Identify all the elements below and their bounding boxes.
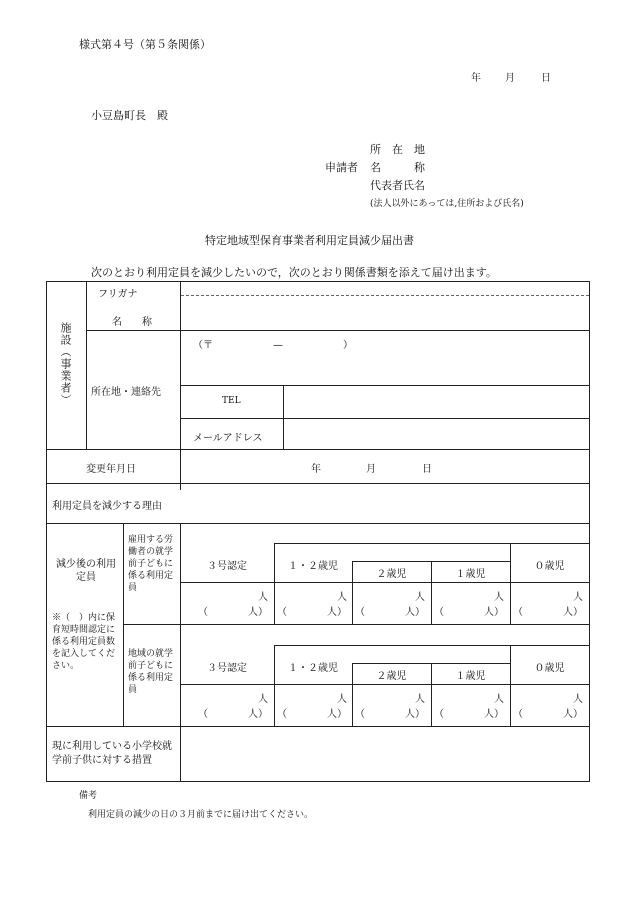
form-number: 様式第４号（第５条関係） — [79, 38, 211, 51]
paren-unit: （ 人） — [198, 607, 268, 618]
age1-header: １歳児 — [455, 569, 486, 580]
cert3-header: ３号認定 — [207, 663, 247, 674]
change-date-month: 月 — [366, 464, 376, 475]
age2-header: ２歳児 — [376, 569, 407, 580]
age12-header: １・２歳児 — [288, 663, 338, 674]
unit-label: 人 — [258, 694, 268, 705]
date-month-label: 月 — [505, 73, 515, 84]
paren-unit: （ 人） — [513, 709, 583, 720]
change-date-year: 年 — [311, 464, 321, 475]
paren-unit: （ 人） — [198, 709, 268, 720]
unit-label: 人 — [337, 592, 347, 603]
applicant-name-label: 名 称 — [370, 161, 425, 174]
unit-label: 人 — [494, 694, 504, 705]
date-year-label: 年 — [471, 73, 481, 84]
email-label: メールアドレス — [193, 433, 263, 444]
tel-label: TEL — [222, 396, 241, 406]
paren-unit: （ 人） — [513, 607, 583, 618]
date-day-label: 日 — [541, 73, 551, 84]
applicant-location-label: 所 在 地 — [370, 143, 425, 156]
reason-label: 利用定員を減少する理由 — [52, 501, 162, 512]
facility-name-label: 名 称 — [112, 317, 152, 328]
employee-capacity-label: 雇用する労働者の就学前子どもに係る利用定員 — [128, 535, 174, 593]
postal-code-field[interactable]: （〒 — ） — [193, 340, 353, 351]
unit-label: 人 — [337, 694, 347, 705]
reason-field[interactable] — [181, 484, 589, 523]
age0-header: ０歳児 — [534, 663, 565, 674]
capacity-label: 減少後の利用定員 — [56, 559, 116, 583]
change-date-label: 変更年月日 — [86, 464, 136, 475]
capacity-note: ※（ ）内に保育短時間認定に係る利用定員数を記入してください。 — [52, 613, 116, 671]
address-label: 所在地・連絡先 — [91, 387, 161, 398]
applicant-note: (法人以外にあっては,住所および氏名) — [370, 199, 524, 209]
paren-unit: （ 人） — [434, 607, 504, 618]
cert3-header: ３号認定 — [207, 561, 247, 572]
unit-label: 人 — [415, 592, 425, 603]
facility-name-field[interactable] — [181, 296, 589, 330]
unit-label: 人 — [573, 592, 583, 603]
paren-unit: （ 人） — [277, 607, 347, 618]
paren-unit: （ 人） — [434, 709, 504, 720]
email-field[interactable] — [284, 419, 589, 449]
unit-label: 人 — [494, 592, 504, 603]
local-capacity-label: 地域の就学前子どもに係る利用定員 — [128, 649, 174, 695]
applicant-rep-label: 代表者氏名 — [370, 179, 425, 192]
unit-label: 人 — [573, 694, 583, 705]
paren-unit: （ 人） — [355, 607, 425, 618]
applicant-role: 申請者 — [325, 161, 358, 174]
unit-label: 人 — [415, 694, 425, 705]
age0-header: ０歳児 — [534, 561, 565, 572]
measures-field[interactable] — [181, 727, 589, 781]
paren-unit: （ 人） — [355, 709, 425, 720]
tel-field[interactable] — [284, 386, 589, 418]
facility-group-label: 施設（事業者） — [59, 322, 72, 406]
document-title: 特定地域型保育事業者利用定員減少届出書 — [205, 234, 414, 247]
age12-header: １・２歳児 — [288, 561, 338, 572]
furigana-label: フリガナ — [98, 289, 138, 300]
age1-header: １歳児 — [455, 671, 486, 682]
measures-label: 現に利用している小学校就学前子供に対する措置 — [52, 741, 172, 766]
addressee: 小豆島町長 殿 — [91, 109, 168, 122]
intro-text: 次のとおり利用定員を減少したいので，次のとおり関係書類を添えて届け出ます。 — [91, 266, 497, 279]
unit-label: 人 — [258, 592, 268, 603]
change-date-day: 日 — [422, 464, 432, 475]
paren-unit: （ 人） — [277, 709, 347, 720]
remarks-label: 備考 — [79, 791, 98, 801]
remarks-text: 利用定員の減少の日の３月前までに届け出てください。 — [88, 810, 314, 820]
age2-header: ２歳児 — [376, 671, 407, 682]
